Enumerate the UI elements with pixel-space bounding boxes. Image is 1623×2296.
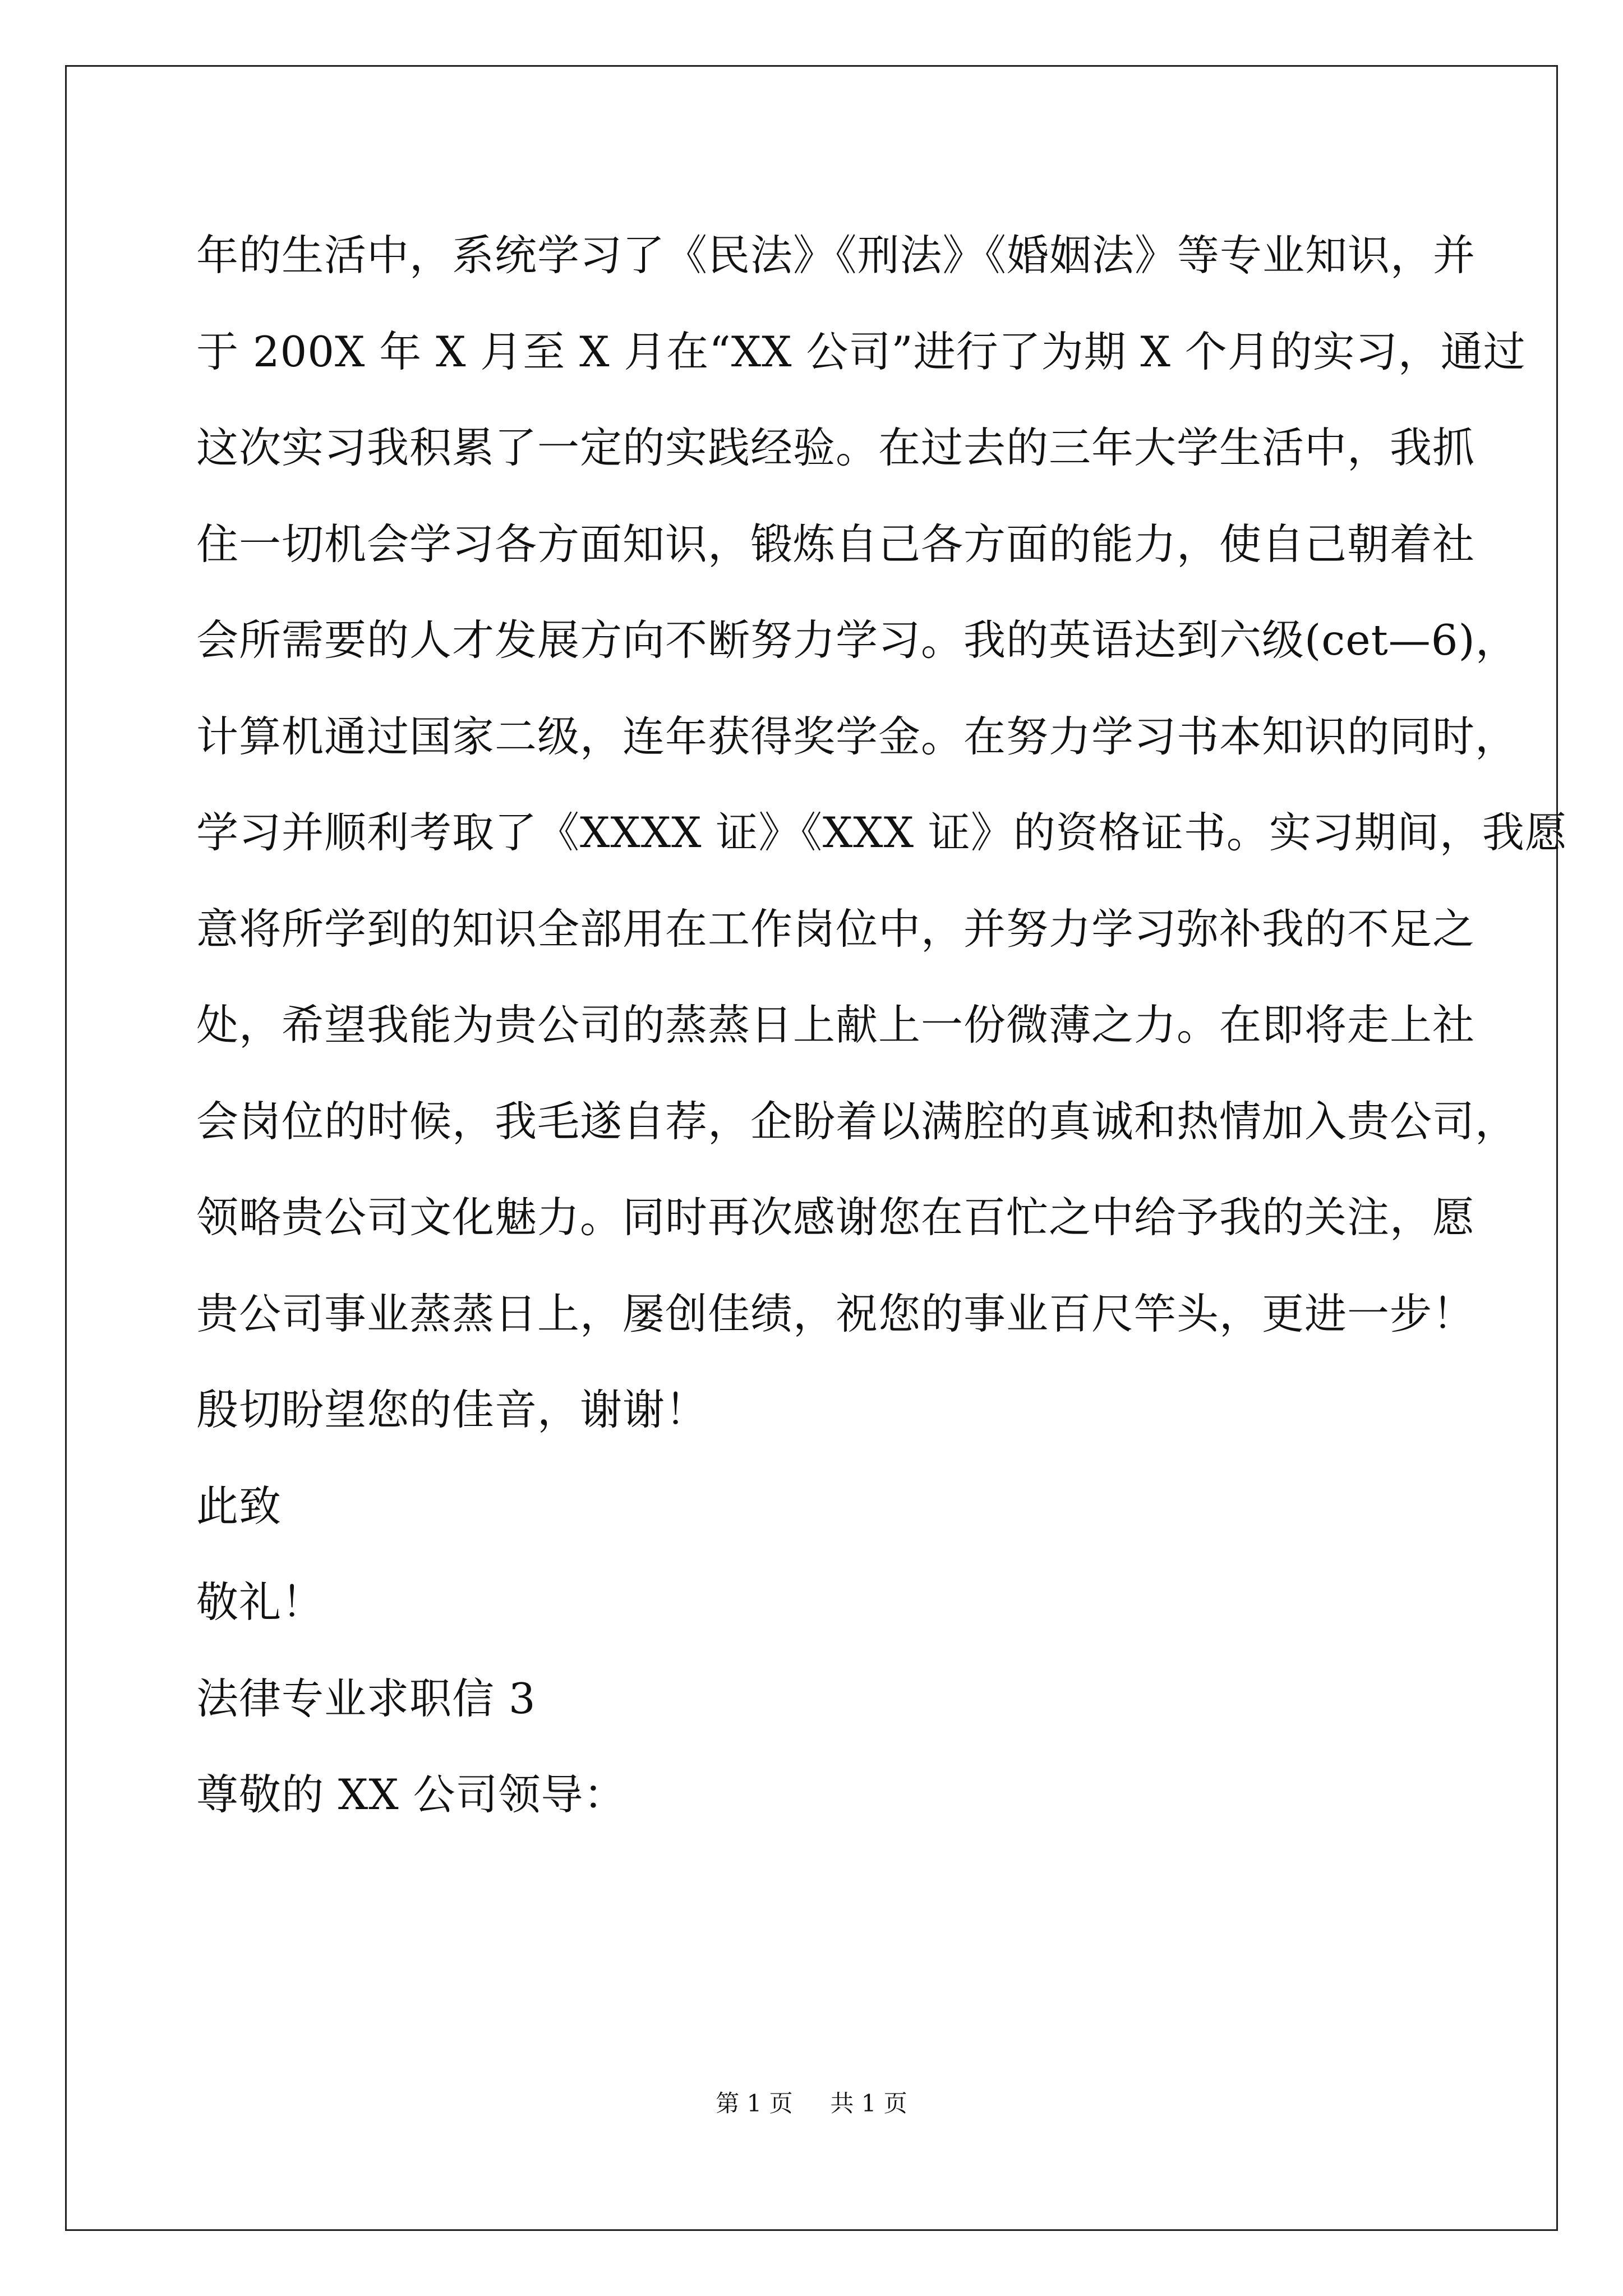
text-line: 此致 — [196, 1481, 282, 1531]
text-line: 计算机通过国家二级，连年获得奖学金。在努力学习书本知识的同时， — [196, 711, 1518, 761]
text-line: 这次实习我积累了一定的实践经验。在过去的三年大学生活中，我抓 — [196, 423, 1476, 472]
section-heading: 法律专业求职信 3 — [196, 1673, 536, 1723]
text-line: 学习并顺利考取了《XXXX 证》《XXX 证》的资格证书。实习期间，我愿 — [196, 808, 1567, 857]
page-footer — [0, 2087, 1623, 2120]
document-body — [196, 222, 1567, 1857]
text-line: 处，希望我能为贵公司的蒸蒸日上献上一份微薄之力。在即将走上社 — [196, 1000, 1476, 1050]
salutation: 尊敬的 XX 公司领导： — [196, 1770, 626, 1819]
text-line: 住一切机会学习各方面知识，锻炼自己各方面的能力，使自己朝着社 — [196, 519, 1476, 569]
page-number: 第 1 页 — [716, 2090, 793, 2117]
text-line: 会所需要的人才发展方向不断努力学习。我的英语达到六级(cet—6)， — [196, 615, 1518, 665]
text-line: 于 200X 年 X 月至 X 月在“XX 公司”进行了为期 X 个月的实习，通过 — [196, 326, 1526, 376]
text-line: 年的生活中，系统学习了《民法》《刑法》《婚姻法》等专业知识，并 — [196, 231, 1476, 280]
text-line: 领略贵公司文化魅力。同时再次感谢您在百忙之中给予我的关注，愿 — [196, 1193, 1476, 1242]
text-line: 敬礼！ — [196, 1577, 325, 1627]
page-total: 共 1 页 — [830, 2090, 907, 2117]
text-line: 贵公司事业蒸蒸日上，屡创佳绩，祝您的事业百尺竿头，更进一步！ — [196, 1289, 1476, 1338]
text-line: 意将所学到的知识全部用在工作岗位中，并努力学习弥补我的不足之 — [196, 904, 1476, 954]
text-line: 殷切盼望您的佳音，谢谢！ — [196, 1385, 708, 1434]
text-line: 会岗位的时候，我毛遂自荐，企盼着以满腔的真诚和热情加入贵公司， — [196, 1096, 1518, 1146]
